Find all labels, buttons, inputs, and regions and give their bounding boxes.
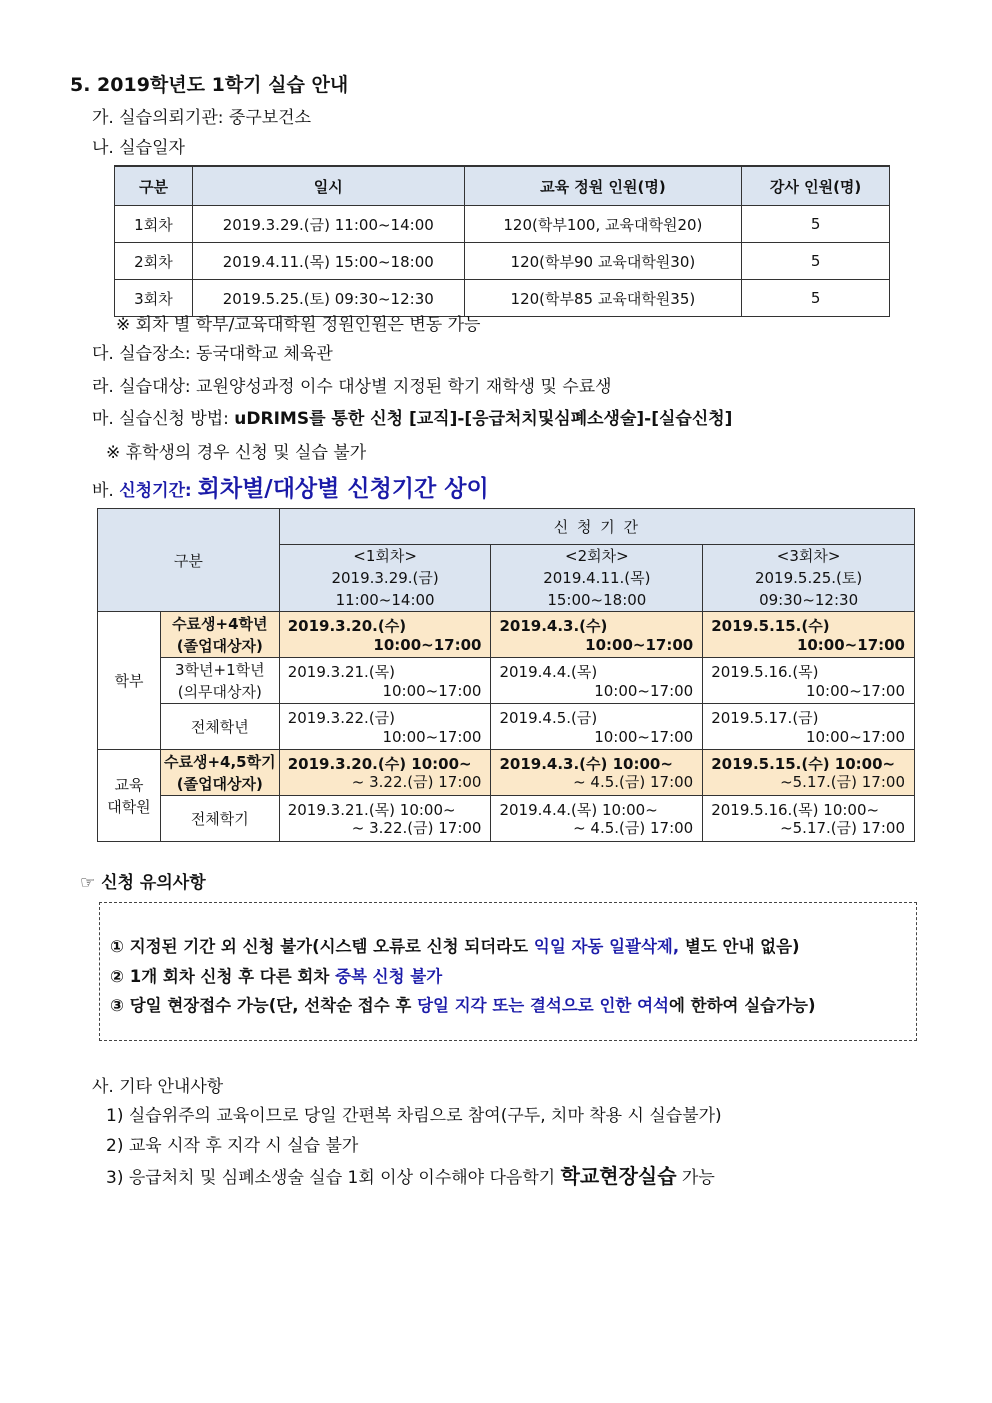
note-3	[110, 992, 816, 1016]
schedule-table	[114, 165, 890, 317]
item-ba	[92, 470, 489, 503]
item-ma	[92, 404, 732, 429]
group-grad-line: 교육	[114, 775, 144, 794]
period-time: 10:00~17:00	[594, 682, 694, 700]
round-date: 2019.5.25.(토) 09:30~12:30	[754, 569, 863, 609]
period-end: ~5.17.(금) 17:00	[780, 773, 905, 791]
period-cell	[703, 704, 915, 750]
period-end: ~ 4.5.(금) 17:00	[573, 773, 694, 791]
period-cell	[279, 612, 491, 658]
table-cell: 5	[742, 243, 890, 280]
round-header	[703, 545, 915, 612]
round-header	[491, 545, 703, 612]
period-start: 2019.3.20.(수) 10:00~	[287, 755, 472, 773]
period-time: 10:00~17:00	[594, 728, 694, 746]
table-cell: 2019.5.25.(토) 09:30~12:30	[192, 280, 464, 317]
period-date: 2019.3.21.(목)	[287, 663, 396, 681]
note-text: ③ 당일 현장접수 가능(단, 선착순 접수 후	[110, 996, 418, 1015]
section-title: 5. 2019학년도 1학기 실습 안내	[70, 74, 349, 96]
group-grad	[98, 750, 161, 842]
period-cell	[703, 796, 915, 842]
target-label	[160, 658, 279, 704]
table-row	[115, 243, 890, 280]
table-cell: 120(학부90 교육대학원30)	[464, 243, 742, 280]
table-row	[98, 704, 915, 750]
misc-highlight: 학교현장실습	[560, 1164, 677, 1188]
caution-heading	[80, 868, 206, 893]
table-row	[98, 658, 915, 704]
period-cell	[491, 658, 703, 704]
misc-1: 1) 실습위주의 교육이므로 당일 간편복 차림으로 참여(구두, 치마 착용 시 실습불가)	[106, 1106, 722, 1126]
period-start: 2019.4.3.(수) 10:00~	[499, 755, 673, 773]
period-time: 10:00~17:00	[382, 682, 482, 700]
table-cell: 2019.4.11.(목) 15:00~18:00	[192, 243, 464, 280]
round-date: 2019.4.11.(목) 15:00~18:00	[543, 569, 651, 609]
round-name: <1회차>	[353, 547, 417, 565]
period-date: 2019.3.20.(수)	[287, 617, 407, 635]
period-time: 10:00~17:00	[796, 636, 905, 654]
item-na: 나. 실습일자	[92, 138, 185, 158]
table-header-row	[98, 509, 915, 545]
period-cell	[491, 796, 703, 842]
misc-3	[106, 1160, 715, 1189]
group-grad-line: 대학원	[107, 797, 151, 816]
item-ma-method: uDRIMS를 통한 신청 [교직]-[응급처치및심폐소생술]-[실습신청]	[234, 409, 733, 429]
round-name: <3회차>	[776, 547, 841, 565]
table-cell: 5	[742, 206, 890, 243]
table-row	[98, 796, 915, 842]
item-ga: 가. 실습의뢰기관: 중구보건소	[92, 108, 312, 128]
target-label-line: (의무대상자)	[177, 682, 262, 701]
period-date: 2019.3.22.(금)	[287, 709, 396, 727]
target-label	[160, 612, 279, 658]
table-cell: 120(학부85 교육대학원35)	[464, 280, 742, 317]
header-cell: 교육 정원 인원(명)	[464, 166, 742, 206]
period-time: 10:00~17:00	[382, 728, 482, 746]
period-date: 2019.5.17.(금)	[711, 709, 819, 727]
period-cell	[491, 704, 703, 750]
period-start: 2019.5.16.(목) 10:00~	[711, 801, 880, 819]
table-row	[98, 612, 915, 658]
period-cell	[279, 796, 491, 842]
period-end: ~ 4.5.(금) 17:00	[573, 819, 694, 837]
header-cell: 강사 인원(명)	[742, 166, 890, 206]
item-ba-label: 신청기간:	[119, 481, 198, 501]
item-ma-note: ※ 휴학생의 경우 신청 및 실습 불가	[106, 443, 367, 463]
target-label-line: 전체학년	[190, 717, 249, 736]
note-highlight: 중복 신청 불가	[335, 967, 443, 986]
note-text: 별도 안내 없음)	[679, 937, 800, 956]
note-text: ① 지정된 기간 외 신청 불가(시스템 오류로 신청 되더라도	[110, 937, 534, 956]
group-undergrad: 학부	[98, 612, 161, 750]
pointing-hand-icon: ☞	[80, 873, 96, 893]
round-date: 2019.3.29.(금) 11:00~14:00	[331, 569, 439, 609]
table1-note: ※ 회차 별 학부/교육대학원 정원인원은 변동 가능	[116, 315, 481, 335]
target-label-line: 3학년+1학년	[174, 660, 265, 679]
item-ba-highlight: 회차별/대상별 신청기간 상이	[197, 476, 489, 502]
period-cell	[279, 658, 491, 704]
period-end: ~ 3.22.(금) 17:00	[351, 773, 482, 791]
table-row	[98, 750, 915, 796]
period-date: 2019.4.5.(금)	[499, 709, 598, 727]
note-highlight: 익일 자동 일괄삭제,	[533, 937, 680, 956]
period-date: 2019.5.15.(수)	[711, 617, 830, 635]
target-label-line: 수료생+4학년	[172, 614, 268, 633]
period-cell	[491, 612, 703, 658]
corner-cell: 구분	[98, 509, 280, 612]
target-label-line: (졸업대상자)	[176, 774, 263, 793]
misc-text: 3) 응급처치 및 심폐소생술 실습 1회 이상 이수해야 다음학기	[106, 1168, 561, 1188]
period-start: 2019.5.15.(수) 10:00~	[711, 755, 896, 773]
note-2	[110, 963, 442, 987]
note-text: ② 1개 회차 신청 후 다른 회차	[110, 967, 336, 986]
period-cell	[703, 658, 915, 704]
period-cell	[279, 704, 491, 750]
item-da: 다. 실습장소: 동국대학교 체육관	[92, 344, 333, 364]
round-header	[279, 545, 491, 612]
header-cell: 일시	[192, 166, 464, 206]
table-cell: 120(학부100, 교육대학원20)	[464, 206, 742, 243]
target-label-line: 수료생+4,5학기	[164, 752, 276, 771]
period-end: ~5.17.(금) 17:00	[780, 819, 905, 837]
item-ra: 라. 실습대상: 교원양성과정 이수 대상별 지정된 학기 재학생 및 수료생	[92, 377, 612, 397]
period-cell	[491, 750, 703, 796]
caution-title: 신청 유의사항	[101, 873, 206, 893]
note-text: 에 한하여 실습가능)	[668, 996, 816, 1015]
item-sa: 사. 기타 안내사항	[92, 1077, 224, 1097]
table-cell: 2회차	[115, 243, 193, 280]
header-cell: 구분	[115, 166, 193, 206]
table-cell: 3회차	[115, 280, 193, 317]
period-end: ~ 3.22.(금) 17:00	[351, 819, 482, 837]
application-period-table	[97, 508, 915, 842]
target-label	[160, 704, 279, 750]
table-cell: 5	[742, 280, 890, 317]
period-header: 신 청 기 간	[279, 509, 914, 545]
misc-text: 가능	[676, 1168, 715, 1188]
table-header-row	[115, 166, 890, 206]
table-row	[115, 206, 890, 243]
misc-2: 2) 교육 시작 후 지각 시 실습 불가	[106, 1136, 359, 1156]
note-highlight: 당일 지각 또는 결석으로 인한 여석	[417, 996, 669, 1015]
period-date: 2019.4.3.(수)	[499, 617, 608, 635]
table-cell: 2019.3.29.(금) 11:00~14:00	[192, 206, 464, 243]
period-time: 10:00~17:00	[373, 636, 482, 654]
target-label	[160, 750, 279, 796]
period-cell	[703, 750, 915, 796]
period-start: 2019.3.21.(목) 10:00~	[287, 801, 456, 819]
period-start: 2019.4.4.(목) 10:00~	[499, 801, 658, 819]
target-label-line: 전체학기	[190, 809, 249, 828]
period-cell	[279, 750, 491, 796]
table-cell: 1회차	[115, 206, 193, 243]
period-date: 2019.5.16.(목)	[711, 663, 819, 681]
item-ba-prefix: 바.	[92, 481, 120, 501]
period-date: 2019.4.4.(목)	[499, 663, 598, 681]
target-label-line: (졸업대상자)	[176, 636, 263, 655]
period-time: 10:00~17:00	[805, 682, 905, 700]
round-name: <2회차>	[565, 547, 629, 565]
period-time: 10:00~17:00	[805, 728, 905, 746]
target-label	[160, 796, 279, 842]
period-time: 10:00~17:00	[585, 636, 694, 654]
item-ma-prefix: 마. 실습신청 방법:	[92, 409, 235, 429]
period-cell	[703, 612, 915, 658]
note-1	[110, 933, 800, 957]
